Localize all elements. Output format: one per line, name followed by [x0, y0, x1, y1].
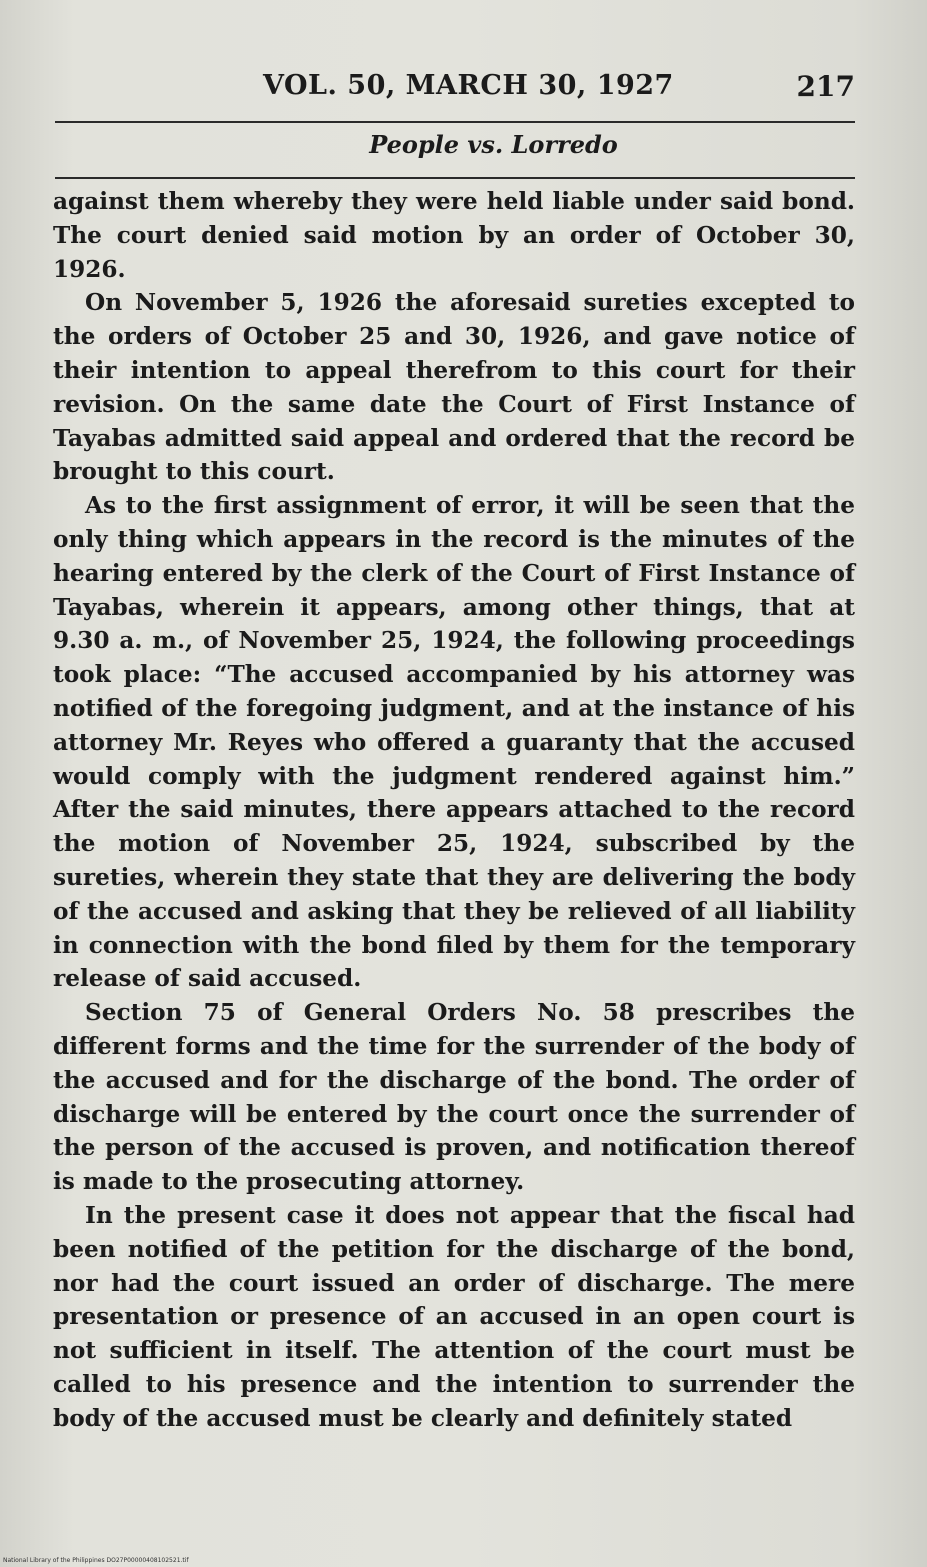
paragraph: Section 75 of General Orders No. 58 prescribes the different forms and the time for the surrender of the body of the accused and for the discharge of the bond. The order of discharge will be entered by the court once the surrender of the person of the accused is proven, and notification thereof is made to the prosecuting attorney.	[53, 999, 855, 1196]
paragraph: On November 5, 1926 the aforesaid sureties excepted to the orders of October 25 and 30, 1926, and gave notice of their intention to appeal therefrom to this court for their revision. On the same date the Court of First Instance of Tayabas admitted said appeal and ordered that the record be brought to this court.	[53, 289, 855, 486]
running-head	[53, 70, 855, 110]
paragraph: As to the first assignment of error, it will be seen that the only thing which appears in the record is the minutes of the hearing entered by the clerk of the Court of First Instance of Tayabas, wherein it appears, among other things, that at 9.30 a. m., of November 25, 1924, the following proceedings took place: “The accused accompanied by his attorney was notified of the foregoing judgment, and at the instance of his attorney Mr. Reyes who offered a guaranty that the accused would comply with the judgment rendered against him.” After the said minutes, there appears attached to the record the motion of November 25, 1924, subscribed by the sureties, wherein they state that they are delivering the body of the accused and asking that they be relieved of all liability in connection with the bond filed by them for the temporary release of said accused.	[53, 492, 855, 993]
scan-source-footer: National Library of the Philippines DO27P00000408102521.tif	[3, 1557, 189, 1564]
paragraph: In the present case it does not appear that the fiscal had been notified of the petition for the discharge of the bond, nor had the court issued an order of discharge. The mere presentation or presence of an accused in an open court is not sufficient in itself. The attention of the court must be called to his presence and the intention to surrender the body of the accused must be clearly and definitely stated	[53, 1201, 855, 1432]
page-number: 217	[796, 70, 855, 103]
header-rule-top	[55, 121, 855, 123]
case-title: People vs. Lorredo	[369, 130, 618, 159]
volume-date-line: VOL. 50, MARCH 30, 1927	[263, 70, 674, 101]
body-text	[53, 185, 855, 1435]
paragraph-continued: against them whereby they were held liable under said bond. The court denied said motion by an order of October 30, 1926.	[53, 188, 855, 283]
header-rule-bottom	[55, 177, 855, 179]
